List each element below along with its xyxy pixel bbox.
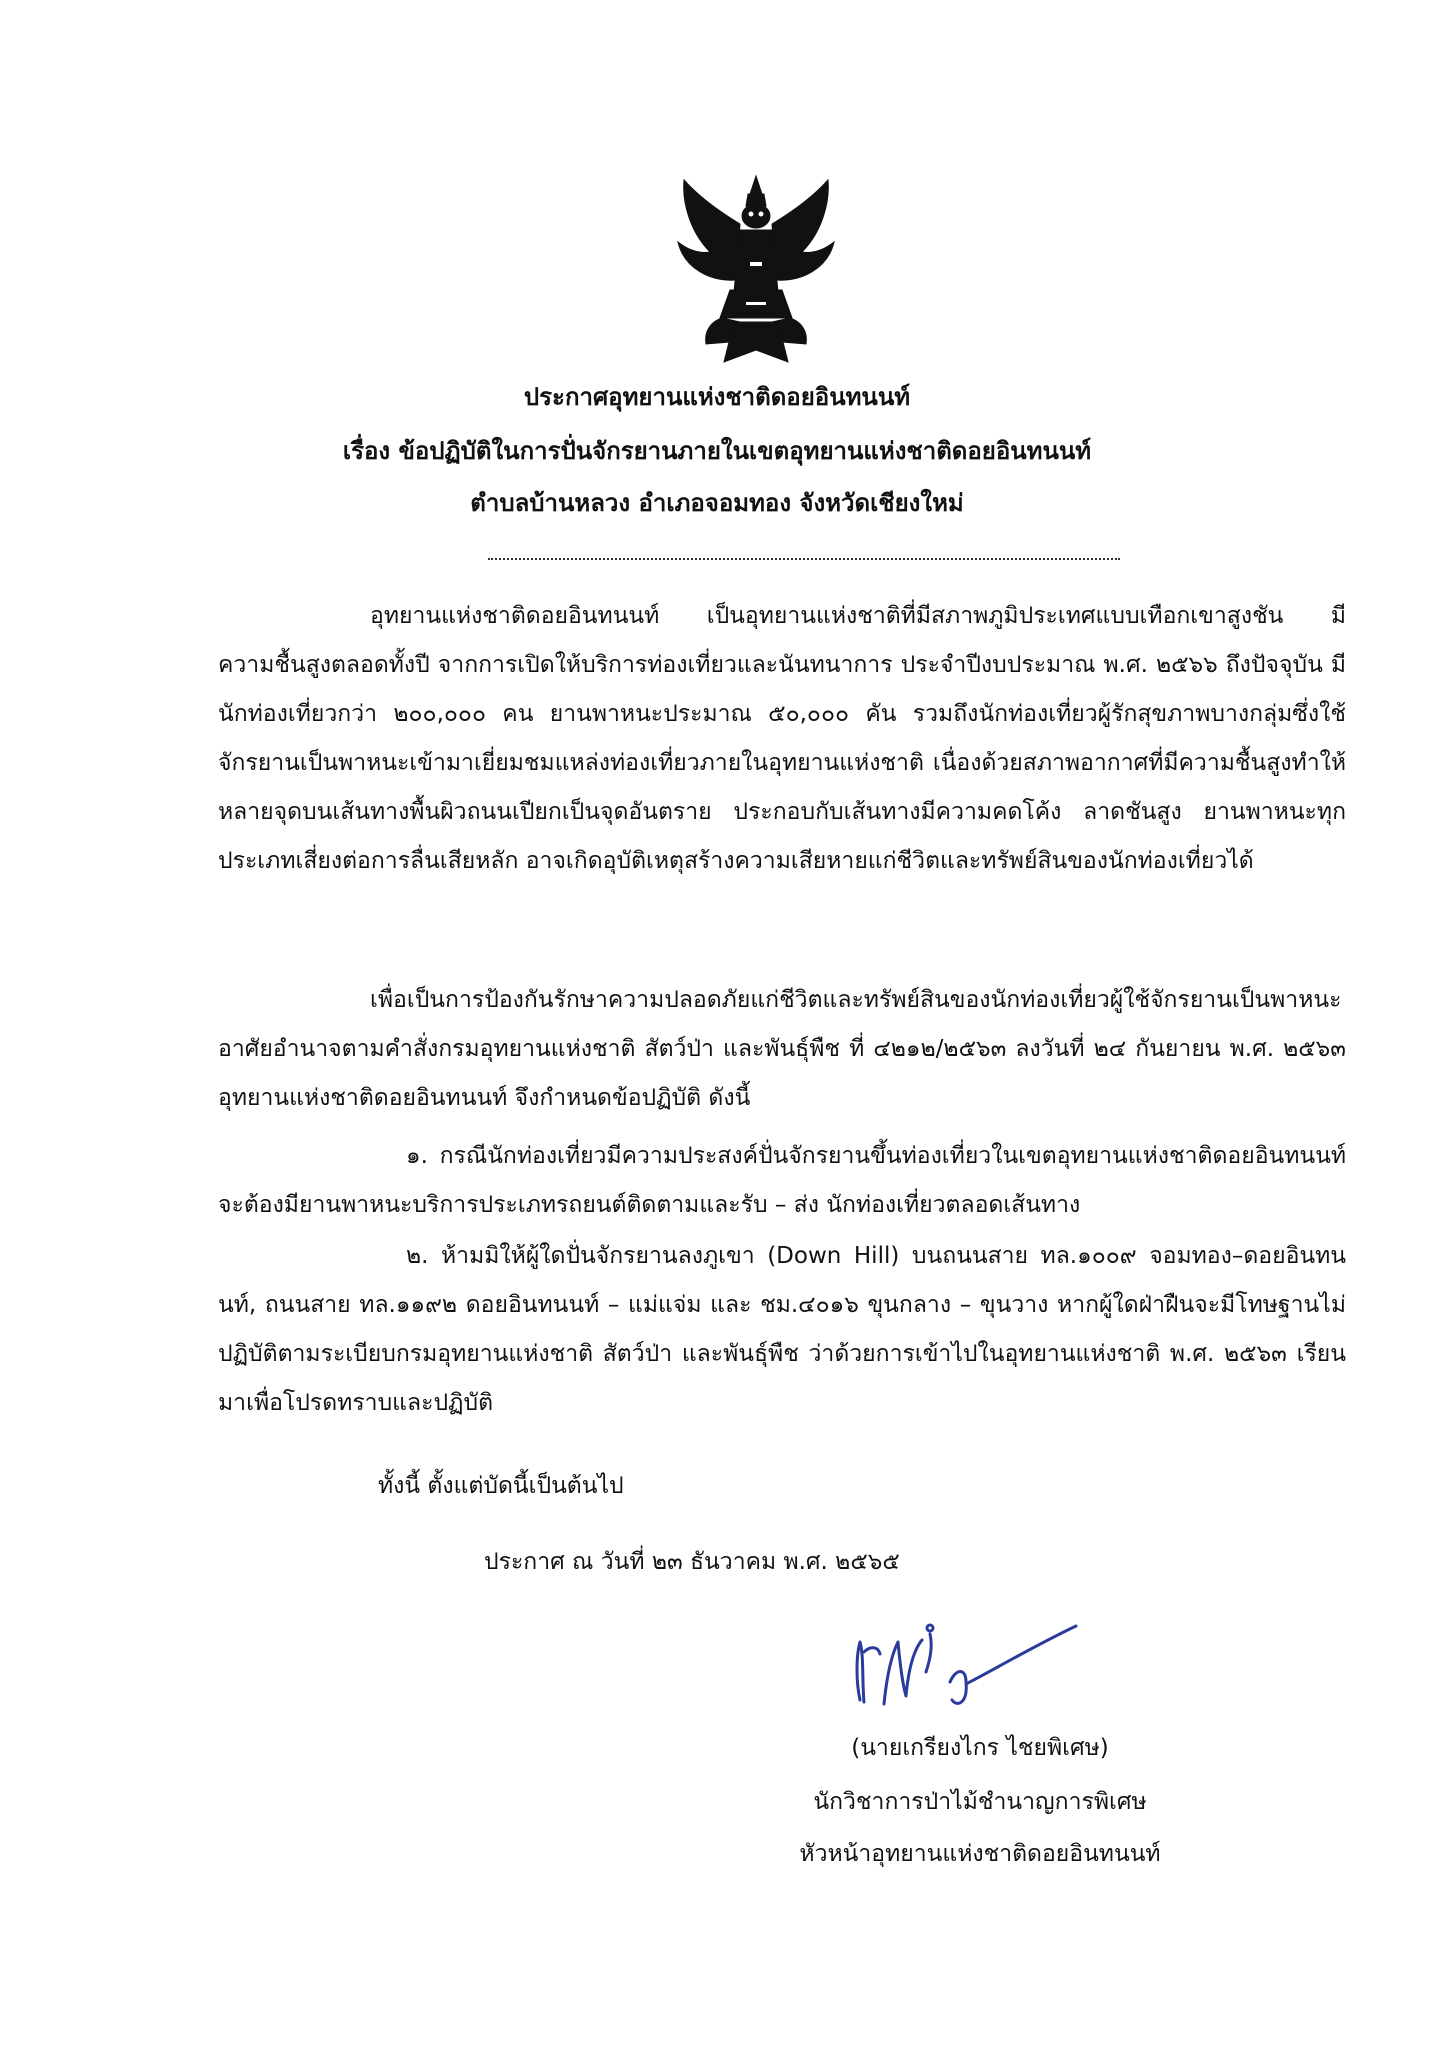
rule-item-1: ๑. กรณีนักท่องเที่ยวมีความประสงค์ปั่นจักรยานขึ้นท่องเที่ยวในเขตอุทยานแห่งชาติดอยอินทนนท์ จะต้องมียานพาหนะบริการประเภทรถยนต์ติดตามและรับ – ส่ง นักท่องเที่ยวตลอดเส้นทาง bbox=[218, 1143, 1346, 1218]
dotted-divider bbox=[488, 548, 1120, 560]
announcement-date: ประกาศ ณ วันที่ ๒๓ ธันวาคม พ.ศ. ๒๕๖๕ bbox=[484, 1549, 900, 1575]
announcement-title: ประกาศอุทยานแห่งชาติดอยอินทนนท์ bbox=[523, 383, 911, 411]
signer-position: นักวิชาการป่าไม้ชำนาญการพิเศษ bbox=[813, 1789, 1147, 1815]
rule-item-2: ๒. ห้ามมิให้ผู้ใดปั่นจักรยานลงภูเขา (Down Hill) บนถนนสาย ทล.๑๐๐๙ จอมทอง–ดอยอินทนนท์, ถนนสาย ทล.๑๑๙๒ ดอยอินทนนท์ – แม่แจ่ม และ ชม.๔๐๑๖ ขุนกลาง – ขุนวาง หากผู้ใดฝ่าฝืนจะมีโทษฐานไม่ปฏิบัติตามระเบียบกรมอุทยานแห่งชาติ สัตว์ป่า และพันธุ์พืช ว่าด้วยการเข้าไปในอุทยานแห่งชาติ พ.ศ. ๒๕๖๓ เรียนมาเพื่อโปรดทราบและปฏิบัติ bbox=[218, 1243, 1346, 1416]
effective-clause: ทั้งนี้ ตั้งแต่บัดนี้เป็นต้นไป bbox=[378, 1473, 624, 1499]
announcement-location: ตำบลบ้านหลวง อำเภอจอมทอง จังหวัดเชียงใหม่ bbox=[470, 489, 964, 517]
signer-name: (นายเกรียงไกร ไชยพิเศษ) bbox=[851, 1735, 1109, 1761]
garuda-emblem-icon bbox=[670, 172, 842, 368]
body-paragraph: เพื่อเป็นการป้องกันรักษาความปลอดภัยแก่ชีวิตและทรัพย์สินของนักท่องเที่ยวผู้ใช้จักรยานเป็นพาหนะ อาศัยอำนาจตามคำสั่งกรมอุทยานแห่งชาติ สัตว์ป่า และพันธุ์พืช ที่ ๔๒๑๒/๒๕๖๓ ลงวันที่ ๒๔ กันยายน พ.ศ. ๒๕๖๓ อุทยานแห่งชาติดอยอินทนนท์ จึงกำหนดข้อปฏิบัติ ดังนี้ bbox=[218, 987, 1346, 1111]
body-paragraph: อุทยานแห่งชาติดอยอินทนนท์ เป็นอุทยานแห่งชาติที่มีสภาพภูมิประเทศแบบเทือกเขาสูงชัน มีความชื้นสูงตลอดทั้งปี จากการเปิดให้บริการท่องเที่ยวและนันทนาการ ประจำปีงบประมาณ พ.ศ. ๒๕๖๖ ถึงปัจจุบัน มีนักท่องเที่ยวกว่า ๒๐๐,๐๐๐ คน ยานพาหนะประมาณ ๕๐,๐๐๐ คัน รวมถึงนักท่องเที่ยวผู้รักสุขภาพบางกลุ่มซึ่งใช้จักรยานเป็นพาหนะเข้ามาเยี่ยมชมแหล่งท่องเที่ยวภายในอุทยานแห่งชาติ เนื่องด้วยสภาพอากาศที่มีความชื้นสูงทำให้หลายจุดบนเส้นทางพื้นผิวถนนเปียกเป็นจุดอันตราย ประกอบกับเส้นทางมีความคดโค้ง ลาดชันสูง ยานพาหนะทุกประเภทเสี่ยงต่อการลื่นเสียหลัก อาจเกิดอุบัติเหตุสร้างความเสียหายแก่ชีวิตและทรัพย์สินของนักท่องเที่ยวได้ bbox=[218, 603, 1346, 874]
announcement-subject: เรื่อง ข้อปฏิบัติในการปั่นจักรยานภายในเขตอุทยานแห่งชาติดอยอินทนนท์ bbox=[342, 437, 1092, 465]
signer-office: หัวหน้าอุทยานแห่งชาติดอยอินทนนท์ bbox=[799, 1841, 1161, 1867]
handwritten-signature bbox=[840, 1612, 1100, 1722]
